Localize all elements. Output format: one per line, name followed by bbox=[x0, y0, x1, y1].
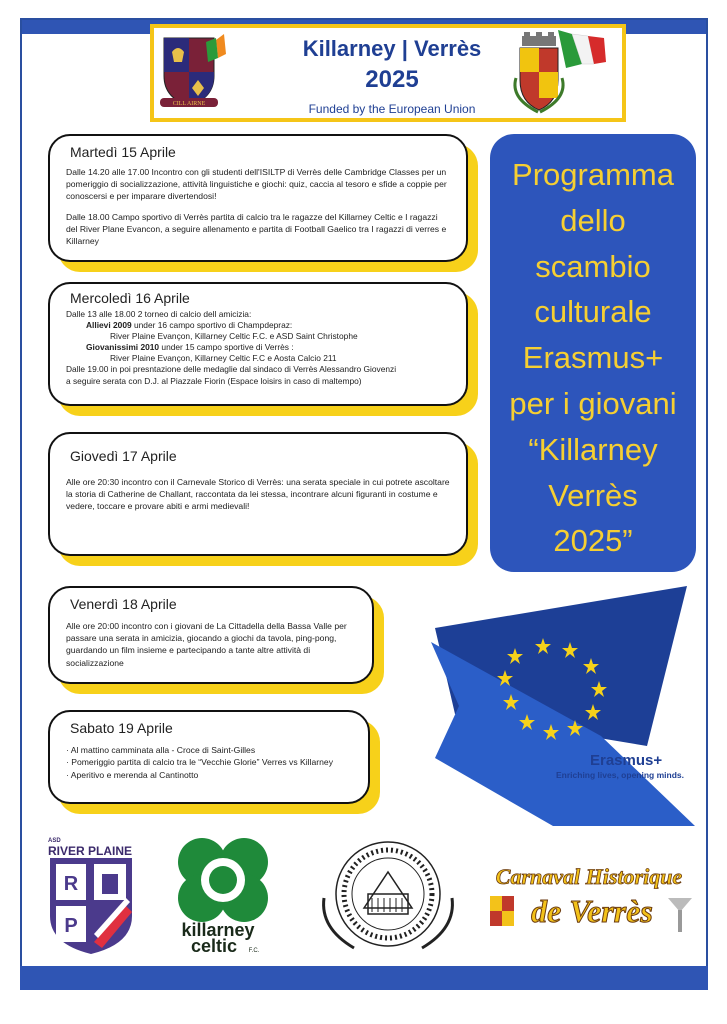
outro-line: a seguire serata con D.J. al Piazzale Fiorin (Espace loisirs in caso di maltempo) bbox=[66, 375, 362, 386]
rp-letter-r: R bbox=[63, 873, 79, 895]
intro-line: Dalle 13 alle 18.00 2 torneo di calcio dell amicizia: bbox=[66, 309, 252, 319]
card-body bbox=[48, 432, 468, 556]
svg-text:CILL AIRNE: CILL AIRNE bbox=[172, 101, 206, 107]
day-card-mercoledi bbox=[48, 282, 468, 406]
programme-line: Erasmus+ bbox=[522, 340, 664, 376]
celtic-word: celtic bbox=[190, 936, 238, 956]
category-line bbox=[66, 320, 450, 331]
river-plaine-name: RIVER PLAINE bbox=[48, 844, 133, 858]
header-banner bbox=[150, 24, 626, 122]
teams-line: River Plaine Evançon, Killarney Celtic F.C. e ASD Saint Christophe bbox=[110, 331, 358, 342]
day-card-sabato bbox=[48, 710, 370, 804]
programme-text bbox=[490, 152, 696, 564]
card-body bbox=[48, 586, 374, 684]
card-body bbox=[48, 710, 370, 804]
programme-line: per i giovani bbox=[509, 385, 677, 421]
day-title: Venerdì 18 Aprile bbox=[70, 596, 177, 612]
header-year: 2025 bbox=[365, 66, 419, 93]
header-title: Killarney | Verrès bbox=[302, 36, 482, 61]
rp-letter-p: P bbox=[64, 915, 78, 937]
programme-line: 2025” bbox=[553, 523, 633, 559]
celtic-fc: F.C. bbox=[248, 948, 260, 954]
funded-by-eu: Funded by the European Union bbox=[308, 102, 476, 116]
river-plaine-shield-icon bbox=[48, 856, 134, 956]
programme-line: “Killarney bbox=[528, 431, 658, 467]
erasmus-tagline: Enriching lives, opening minds. bbox=[556, 770, 684, 780]
carnaval-historique-logo bbox=[480, 850, 698, 946]
outro-line: Dalle 19.00 in poi presntazione delle medaglie dal sindaco di Verrès Alessandro Giovenzi bbox=[66, 364, 397, 375]
day-text bbox=[66, 309, 450, 387]
card-body bbox=[48, 134, 468, 262]
programme-line: Verrès bbox=[548, 477, 638, 513]
category-detail: under 15 campo sportive di Verrès : bbox=[159, 342, 294, 353]
erasmus-label: Erasmus+ bbox=[590, 752, 663, 769]
day-title: Martedì 15 Aprile bbox=[70, 144, 176, 160]
category-line bbox=[66, 342, 450, 353]
list-item: · Pomeriggio partita di calcio tra le “Vecchie Glorie” Verres vs Killarney bbox=[66, 757, 333, 768]
list-item: · Aperitivo e merenda al Cantinotto bbox=[66, 769, 199, 780]
programme-line: Programma bbox=[512, 157, 674, 192]
bullet-list bbox=[66, 744, 352, 781]
eu-flag-icon bbox=[425, 586, 695, 826]
day-title: Giovedì 17 Aprile bbox=[70, 448, 177, 464]
day-title: Mercoledì 16 Aprile bbox=[70, 290, 190, 306]
paragraph: Dalle 18.00 Campo sportivo di Verrès partita di calcio tra le ragazze del Killarney Celtic e I ragazzi del River Plane Evancon, a seguire allenamento e partita di Football Gaelico tra I ragazzi di verres e Killarney bbox=[66, 211, 447, 247]
verres-crest-icon bbox=[508, 30, 608, 116]
bottom-blue-bar bbox=[20, 966, 708, 990]
day-text: Alle ore 20:30 incontro con il Carnevale Storico di Verrès: una serata speciale in cui potrete ascoltare la storia di Catherine de Challant, raccontata da lei stessa, incontrare alcuni figuranti in costume e vedere, toccare e provare abiti e armi medievali! bbox=[66, 477, 450, 512]
category-detail: under 16 campo sportivo di Champdepraz: bbox=[131, 320, 293, 331]
carnaval-line2: de Verrès bbox=[531, 893, 653, 929]
card-body bbox=[48, 282, 468, 406]
river-plaine-title bbox=[48, 838, 132, 858]
programme-line: dello bbox=[560, 202, 626, 238]
killarney-celtic-logo bbox=[166, 832, 282, 956]
list-item: · Al mattino camminata alla - Croce di Saint-Gilles bbox=[66, 745, 256, 755]
day-text bbox=[66, 166, 450, 247]
day-card-martedi bbox=[48, 134, 468, 262]
paragraph: Dalle 14.20 alle 17.00 Incontro con gli studenti dell'ISILTP di Verrès delle Cambridge Classes per un pomeriggio di socializzazione, attività linguistiche e giochi: quiz, caccia al tesoro e sfide a coppie per conoscersi e per imparare divertendosi! bbox=[66, 167, 447, 202]
killarney-word: killarney bbox=[181, 920, 255, 940]
river-plaine-small: ASD bbox=[48, 838, 61, 844]
teams-line: River Plaine Evançon, Killarney Celtic F.C e Aosta Calcio 211 bbox=[110, 353, 337, 364]
killarney-crest-icon bbox=[158, 32, 228, 112]
programme-line: scambio bbox=[535, 248, 651, 284]
category-name: Giovanissimi 2010 bbox=[86, 342, 160, 353]
day-text: Alle ore 20:00 incontro con i giovani de La Cittadella della Bassa Valle per passare una serata in amicizia, giocando a giochi da tavola, ping-pong, guardando un film insieme e partecipando a tante altre attività di socializzazione bbox=[66, 621, 347, 668]
carnaval-line1: Carnaval Historique bbox=[495, 864, 683, 889]
day-card-giovedi bbox=[48, 432, 468, 556]
isiltp-seal-icon bbox=[316, 838, 460, 952]
category-name: Allievi 2009 bbox=[86, 320, 132, 331]
programme-line: culturale bbox=[534, 294, 652, 330]
day-card-venerdi bbox=[48, 586, 374, 684]
day-title: Sabato 19 Aprile bbox=[70, 720, 173, 736]
programme-box bbox=[490, 134, 696, 572]
